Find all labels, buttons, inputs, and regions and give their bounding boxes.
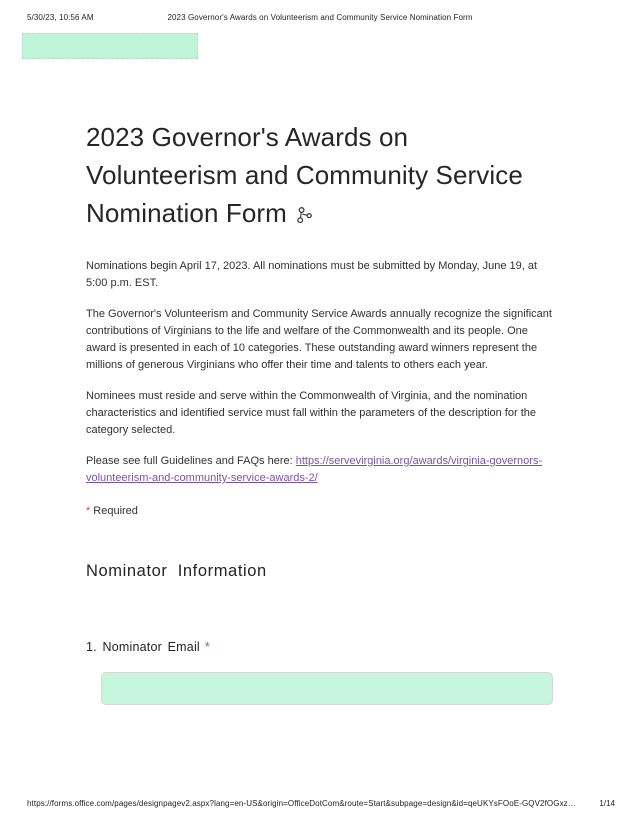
guidelines-prefix: Please see full Guidelines and FAQs here: [86, 455, 296, 467]
form-title-line [86, 194, 556, 232]
form-content [86, 112, 556, 705]
description-paragraph: Nominees must reside and serve within the Commonwealth of Virginia, and the nomination characteristics and identified service must fall within the parameters of the description for the category selected. [86, 390, 536, 436]
question-text: Nominator Email [102, 640, 200, 654]
question-number: 1. [86, 640, 97, 654]
form-description [86, 258, 556, 487]
form-title-line: Volunteerism and Community Service [86, 160, 523, 190]
nominator-email-input[interactable] [101, 672, 553, 705]
print-header-title: 2023 Governor's Awards on Volunteerism and Community Service Nomination Form [167, 13, 473, 22]
question-required-asterisk: * [204, 640, 210, 654]
section-title-nominator-information: Nominator Information [86, 562, 267, 580]
description-paragraph: The Governor's Volunteerism and Community Service Awards annually recognize the significant contributions of Virginians to the life and welfare of the Commonwealth and its people. One award is presented in each of 10 categories. These outstanding award winners represent the millions of generous Virginians who offer their time and talents to others each year. [86, 308, 552, 371]
form-title-line: 2023 Governor's Awards on [86, 122, 409, 152]
guidelines-link[interactable]: https://servevirginia.org/awards/virginia-governors-volunteerism-and-community-service-awards-2/ [86, 455, 543, 484]
form-logo-placeholder [22, 33, 198, 59]
print-footer-page-number: 1/14 [599, 799, 615, 808]
form-title [86, 118, 556, 232]
print-header-datetime: 5/30/23, 10:56 AM [27, 13, 94, 22]
required-asterisk: * [86, 505, 91, 517]
required-label: Required [93, 505, 138, 517]
description-paragraph: Nominations begin April 17, 2023. All nominations must be submitted by Monday, June 19, at 5:00 p.m. EST. [86, 260, 538, 289]
required-note [86, 503, 556, 520]
guidelines-line [86, 453, 556, 487]
share-branch-icon [296, 206, 313, 224]
question-label-nominator-email [86, 639, 556, 656]
form-title-line-text: Nomination Form [86, 198, 287, 228]
print-footer-url: https://forms.office.com/pages/designpagev2.aspx?lang=en-US&origin=OfficeDotCom&route=Start&subpage=design&id=qeUKYsFOoE-GQV2fOGxz… [27, 799, 576, 808]
